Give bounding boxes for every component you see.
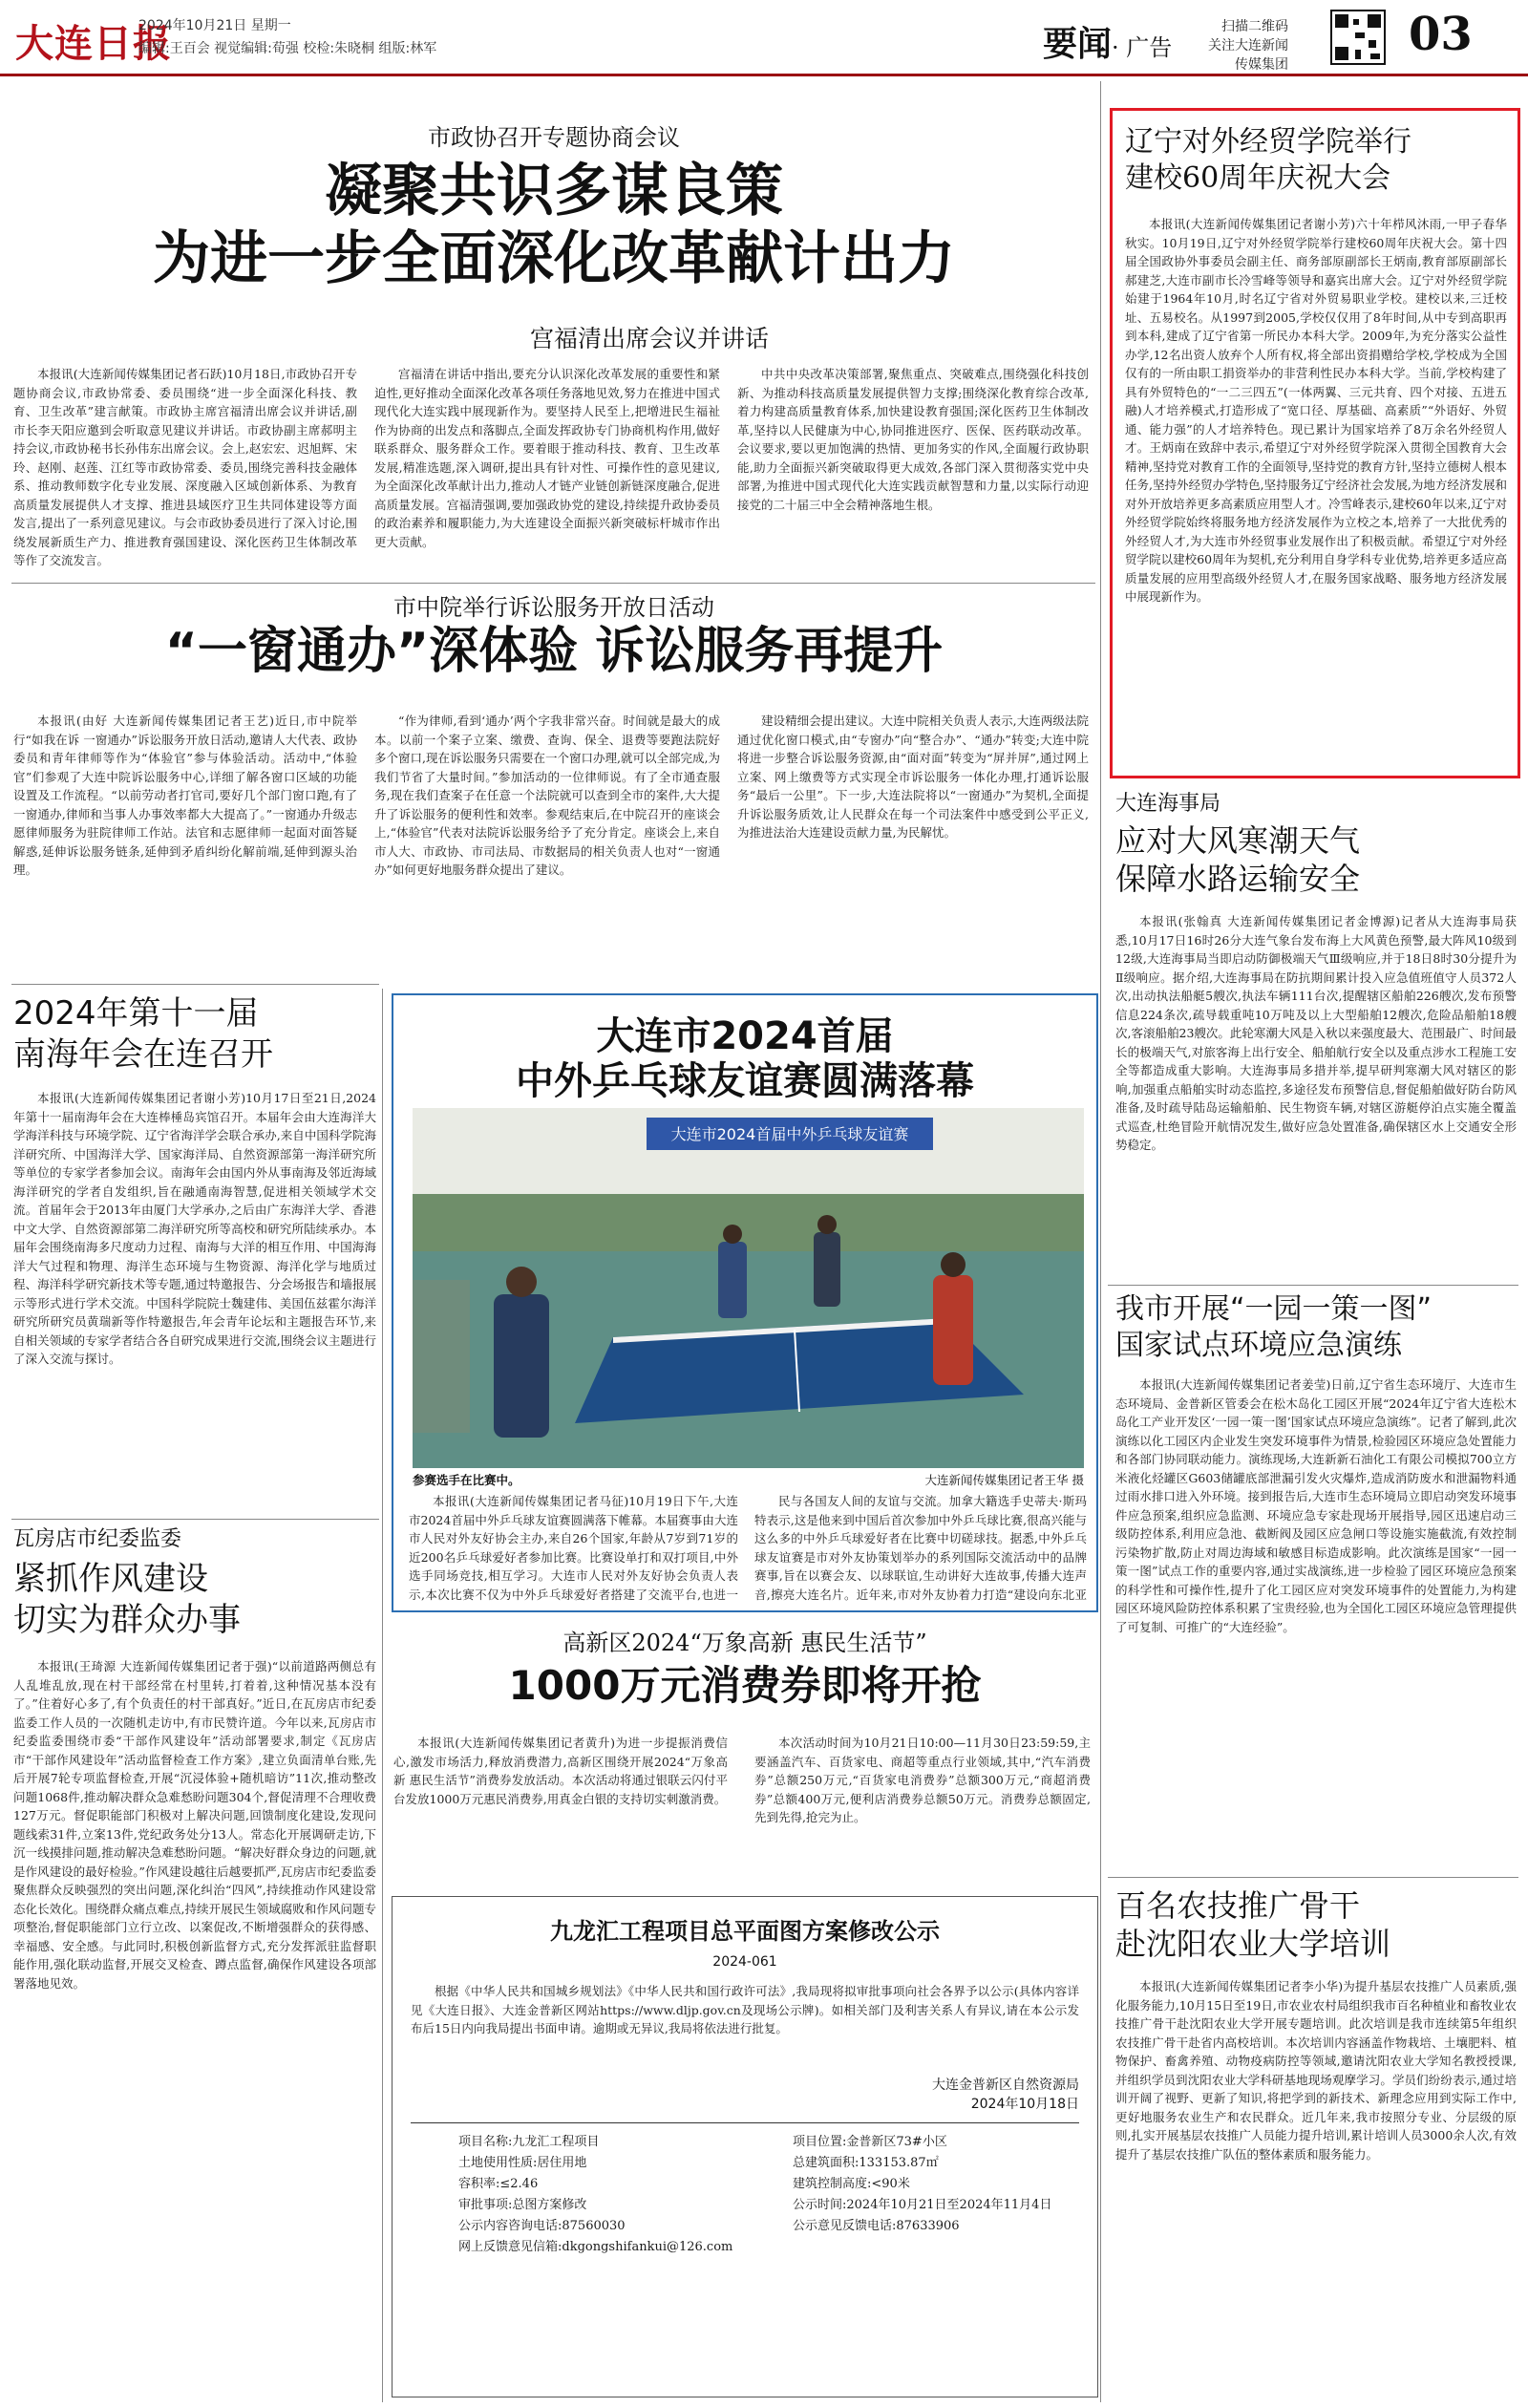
notice-row: [793, 2153, 1089, 2174]
notice-row: [458, 2132, 774, 2153]
pingpong-column-2: [754, 1492, 1087, 1605]
wafangdian-body: [13, 1657, 376, 2397]
xiaofei-column-1: [393, 1734, 728, 1886]
paragraph: 本报讯(大连新闻传媒集团记者石跃)10月18日,市政协召开专题协商会议,市政协常委、委员围绕“进一步全面深化科技、教育、卫生改革”建言献策。市政协主席宫福清出席会议并讲话,副市长李天阳应邀到会听取意见建议并讲话。市政协副主席郝明主持会议,市政协秘书长孙伟东出席会议。会上,赵宏宏、迟旭辉、宋玲、赵刚、赵莲、江红等市政协常委、委员,围绕完善科技金融体系、推动教师数字化专业发展、深度融入区域创新体系、为教育高质量发展提供人才支撑、推进县域医疗卫生共同体建设等方面发言,提出了一系列意见建议。与会市政协委员进行了深入讨论,围绕发展新质生产力、推进教育强国建设、深化医药卫生体制改革等作了交流发言。: [13, 367, 357, 567]
notice-value: <90米: [871, 2177, 910, 2191]
headline-line: 切实为群众办事: [13, 1600, 241, 1639]
headline-line: 2024年第十一届: [13, 994, 259, 1033]
section-ad: · 广告: [1112, 34, 1173, 61]
headline-line: 国家试点环境应急演练: [1115, 1328, 1402, 1362]
headline-line: 中外乒乓球友谊赛圆满落幕: [516, 1059, 974, 1104]
divider: [11, 984, 379, 985]
haishi-body: [1115, 912, 1517, 1280]
notice-table-left: [458, 2132, 774, 2258]
pingpong-photo: [413, 1108, 1084, 1468]
notice-key: 容积率:: [458, 2177, 500, 2191]
notice-row: [793, 2216, 1089, 2237]
xiaofei-column-2: [754, 1734, 1091, 1886]
notice-body: [411, 1982, 1079, 2058]
yuanyice-body: [1115, 1375, 1517, 1872]
court-column-3: [737, 712, 1089, 979]
notice-value: 居住用地: [537, 2156, 587, 2170]
paragraph: 根据《中华人民共和国城乡规划法》《中华人民共和国行政许可法》,我局现将拟审批事项向社会各界予以公示(具体内容详见《大连日报》、大连金普新区网站https://www.dljp.gov.cn及现场公示牌)。如相关部门及利害关系人有异议,请在本公示发布后15日内向我局提出书面申请。逾期或无异议,我局将依法进行批复。: [411, 1984, 1079, 2035]
section-title: [1043, 17, 1172, 66]
notice-row: [793, 2174, 1089, 2195]
university-headline: [1125, 124, 1507, 196]
photo-illustration: [413, 1108, 1084, 1468]
headline-line: 赴沈阳农业大学培训: [1115, 1926, 1391, 1962]
divider: [1108, 1285, 1518, 1286]
lead-column-2: [374, 365, 720, 570]
notice-key: 公示时间:: [793, 2198, 847, 2212]
editors-line: 编辑:王百会 视觉编辑:荀强 校检:朱晓桐 组版:林军: [138, 41, 437, 56]
lead-headline-line: 为进一步全面深化改革献计出力: [153, 224, 955, 292]
masthead: [0, 0, 1528, 76]
notice-value: 2024年10月21日至2024年11月4日: [846, 2198, 1052, 2212]
divider: [11, 1519, 379, 1520]
court-column-1: [13, 712, 357, 979]
masthead-info: [138, 14, 436, 60]
paragraph: 本报讯(大连新闻传媒集团记者马征)10月19日下午,大连市2024首届中外乒乓球友谊赛圆满落下帷幕。本届赛事由大连市人民对外友好协会主办,来自26个国家,年龄从7岁到71岁的近200名乒乓球爱好者参加比赛。比赛设单打和双打项目,中外选手同场竞技,相互学习。大连市人民对外友好协会负责人表示,本次比赛不仅为中外乒乓球爱好者搭建了交流平台,也进一: [409, 1494, 738, 1602]
headline-line: 百名农技推广骨干: [1115, 1887, 1361, 1924]
notice-issuer: 大连金普新区自然资源局: [932, 2078, 1079, 2093]
headline-line: 应对大风寒潮天气: [1115, 822, 1361, 859]
lead-column-3: [737, 365, 1089, 570]
notice-value: 133153.87㎡: [859, 2156, 939, 2170]
headline-line: 紧抓作风建设: [13, 1560, 208, 1598]
notice-row: [793, 2195, 1089, 2216]
wafangdian-headline: [13, 1559, 376, 1640]
notice-key: 建筑控制高度:: [793, 2177, 872, 2191]
lead-column-1: [13, 365, 357, 570]
divider: [11, 583, 1095, 584]
notice-key: 网上反馈意见信箱:: [458, 2240, 562, 2254]
qr-code-icon[interactable]: [1330, 10, 1386, 65]
notice-number: 2024-061: [712, 1954, 777, 1970]
photo-credit: 大连新闻传媒集团记者王华 摄: [924, 1473, 1084, 1487]
lead-headline: [19, 158, 1089, 293]
court-headline: “一窗通办”深体验 诉讼服务再提升: [164, 623, 944, 680]
paragraph: 本报讯(由好 大连新闻传媒集团记者王艺)近日,市中院举行“如我在诉 一窗通办”诉讼服务开放日活动,邀请人大代表、政协委员和青年律师等作为“体验官”参与体验活动。活动中,“体验官”们参观了大连中院诉讼服务中心,详细了解各窗口区域的功能设置及工作流程。“以前劳动者打官司,要好几个部门窗口跑,有了一窗通办,律师和当事人办事效率都大大提高了。”一窗通办升级志愿律师服务为驻院律师工作站。法官和志愿律师一起面对面答疑解惑,延伸诉讼服务链条,延伸到矛盾纠纷化解前端,延伸到源头治理。: [13, 714, 357, 877]
notice-row: [458, 2216, 774, 2237]
qr-caption-line: 关注大连新闻: [1208, 38, 1288, 53]
notice-key: 公示意见反馈电话:: [793, 2219, 897, 2233]
section-name: 要闻: [1043, 24, 1113, 64]
paragraph: 本报讯(大连新闻传媒集团记者李小华)为提升基层农技推广人员素质,强化服务能力,10月15日至19日,市农业农村局组织我市百名种植业和畜牧业农技推广骨干赴沈阳农业大学开展专题培训。此次培训是我市连续第5年组织农技推广骨干赴省内高校培训。本次培训内容涵盖作物栽培、土壤肥料、植物保护、畜禽养殖、动物疫病防控等领域,邀请沈阳农业大学知名教授授课,并组织学员到沈阳农业大学科研基地现场观摩学习。学员们纷纷表示,通过培训开阔了视野、更新了知识,将把学到的新技术、新理念应用到实际工作中,更好地服务农业生产和农民群众。近几年来,我市按照分专业、分层级的原则,扎实开展基层农技推广人员能力提升培训,累计培训人员3000余人次,有效提升了基层农技推广队伍的整体素质和服务能力。: [1115, 1979, 1517, 2162]
notice-key: 公示内容咨询电话:: [458, 2219, 562, 2233]
headline-line: 南海年会在连召开: [13, 1034, 273, 1074]
lead-headline-line: 凝聚共识多谋良策: [325, 158, 783, 224]
photo-caption: 参赛选手在比赛中。: [413, 1473, 520, 1487]
issue-date: 2024年10月21日 星期一: [138, 18, 291, 33]
paragraph: “作为律师,看到‘通办’两个字我非常兴奋。时间就是最大的成本。以前一个案子立案、缴费、查询、保全、退费等要跑法院好多个窗口,现在诉讼服务只需要在一个窗口办理,就可以全部完成,为我们节省了大量时间。”参加活动的一位律师说。有了全市通查服务,现在我们查案子在任意一个法院就可以查到全市的案件,大大提升了诉讼服务的便利性和效率。参观结束后,在中院召开的座谈会上,“体验官”代表对法院诉讼服务给予了充分肯定。座谈会上,来自市人大、市政协、市司法局、市数据局的相关负责人也对“一窗通办”如何更好地服务群众提出了建议。: [374, 714, 720, 877]
notice-row: [458, 2237, 774, 2258]
headline-line: 辽宁对外经贸学院举行: [1125, 125, 1411, 159]
headline-line: 保障水路运输安全: [1115, 861, 1361, 897]
notice-key: 项目位置:: [793, 2135, 847, 2149]
court-kicker: 市中院举行诉讼服务开放日活动: [393, 594, 714, 621]
photo-banner-text: 大连市2024首届中外乒乓球友谊赛: [670, 1125, 909, 1143]
headline-line: 大连市2024首届: [596, 1014, 894, 1058]
notice-key: 项目名称:: [458, 2135, 513, 2149]
column-divider: [1100, 81, 1101, 2402]
page-number: 03: [1409, 8, 1473, 61]
notice-date: 2024年10月18日: [970, 2097, 1079, 2112]
notice-value: 金普新区73#小区: [846, 2135, 947, 2149]
notice-value: 87560030: [562, 2219, 626, 2233]
newspaper-logo: 大连日报: [15, 21, 172, 66]
notice-row: [793, 2132, 1089, 2153]
divider: [1108, 1877, 1518, 1878]
paragraph: 民与各国友人间的友谊与交流。加拿大籍选手史蒂夫·斯玛特表示,这是他来到中国后首次参加中外乒乓球比赛,很高兴能与这么多的中外乒乓球爱好者在比赛中切磋球技。据悉,中外乒乓球友谊赛是市对外友协策划举办的系列国际交流活动中的品牌赛事,旨在以赛会友、以球联谊,生动讲好大连故事,传播大连声音,擦亮大连名片。近年来,市对外友协着力打造“建设向东北亚: [754, 1494, 1087, 1602]
pingpong-column-1: [409, 1492, 738, 1605]
notice-title: 九龙汇工程项目总平面图方案修改公示: [550, 1918, 940, 1945]
notice-key: 总建筑面积:: [793, 2156, 860, 2170]
notice-email-link[interactable]: dkgongshifankui@126.com: [562, 2240, 733, 2254]
haishi-headline: [1115, 821, 1517, 898]
notice-table-right: [793, 2132, 1089, 2237]
paragraph: 建设精细会提出建议。大连中院相关负责人表示,大连两级法院通过优化窗口模式,由“专窗办”向“整合办”、“通办”转变;大连中院将进一步整合诉讼服务资源,由“面对面”转变为“屏并屏”,通过网上立案、网上缴费等方式实现全市诉讼服务一体化办理,打通诉讼服务“最后一公里”。下一步,大连法院将以“一窗通办”为契机,全面提升诉讼服务质效,让人民群众在每一个司法案件中感受到公平正义,为推进法治大连建设贡献力量,为民解忧。: [737, 714, 1089, 840]
haiyang-headline: [13, 993, 376, 1075]
qr-caption-line: 扫描二维码: [1221, 19, 1288, 34]
lead-kicker: 市政协召开专题协商会议: [428, 124, 680, 151]
nongji-body: [1115, 1977, 1517, 2397]
headline-line: 建校60周年庆祝大会: [1125, 160, 1391, 195]
headline-line: 我市开展“一园一策一图”: [1115, 1292, 1432, 1326]
notice-value: 总图方案修改: [512, 2198, 587, 2212]
xiaofei-headline: 1000万元消费券即将开抢: [508, 1662, 982, 1709]
notice-row: [458, 2174, 774, 2195]
notice-divider: [411, 2122, 1079, 2123]
notice-value: 九龙汇工程项目: [512, 2135, 600, 2149]
notice-key: 土地使用性质:: [458, 2156, 538, 2170]
notice-row: [458, 2195, 774, 2216]
qr-caption: [1208, 17, 1288, 75]
paragraph: 本报讯(大连新闻传媒集团记者黄升)为进一步提振消费信心,激发市场活力,释放消费潜力,高新区围绕开展2024“万象高新 惠民生活节”消费券发放活动。本次活动将通过银联云闪付平台发放1000万元惠民消费券,用真金白银的支持切实刺激消费。: [393, 1736, 728, 1806]
paragraph: 本报讯(大连新闻传媒集团记者姜莹)日前,辽宁省生态环境厅、大连市生态环境局、金普新区管委会在松木岛化工园区开展“2024年辽宁省大连松木岛化工产业开发区‘一园一策一图’国家试点环境应急演练”。记者了解到,此次演练以化工园区内企业发生突发环境事件为情景,检验园区环境应急处置能力和各部门协同联动能力。演练现场,大连新新石油化工有限公司模拟700立方米液化烃罐区G603储罐底部泄漏引发火灾爆炸,造成消防废水和泄漏物料通过雨水排口进入外环境。接到报告后,大连市生态环境局立即启动突发环境事件应急预案,组织应急监测、环境应急专家赴现场开展指导,园区迅速启动三级防控体系,利用应急池、截断阀及园区应急闸口等设施实施截流,有效控制污染物扩散,防止对周边海域和敏感目标造成影响。此次演练是国家“一园一策一图”试点工作的重要内容,通过实战演练,进一步检验了园区环境应急预案的科学性和可操作性,提升了化工园区应对突发环境事件的处置能力,为构建园区环境风险防控体系积累了宝贵经验,也为全国化工园区环境应急管理提供了可复制、可推广的“大连经验”。: [1115, 1377, 1517, 1634]
qr-caption-line: 传媒集团: [1235, 57, 1288, 73]
column-divider: [382, 989, 383, 2402]
court-column-2: [374, 712, 720, 979]
notice-row: [458, 2153, 774, 2174]
paragraph: 中共中央改革决策部署,聚焦重点、突破难点,围绕强化科技创新、为推动科技高质量发展提供智力支撑;围绕深化教育综合改革,着力构建高质量教育体系,加快建设教育强国;深化医药卫生体制改革,坚持以人民健康为中心,协同推进医疗、医保、医药联动改革。会议要求,要以更加饱满的热情、更加务实的作风,全面履行政协职能,助力全面振兴新突破取得更大成效,各部门深入贯彻落实党中央部署,为推进中国式现代化大连实践贡献智慧和力量,以实际行动迎接党的二十届三中全会精神落地生根。: [737, 367, 1089, 512]
paragraph: 本报讯(王琦源 大连新闻传媒集团记者于强)“以前道路两侧总有人乱堆乱放,现在村干部经常在村里转,打着着,这种情况基本没有了。”住着好心多了,有个负责任的村干部真好。”近日,在瓦房店市纪委监委工作人员的一次随机走访中,有市民赞许道。今年以来,瓦房店市纪委监委围绕市委“干部作风建设年”活动部署要求,制定《瓦房店市“干部作风建设年”活动监督检查工作方案》,建立负面清单台账,先后开展7轮专项监督检查,开展“沉浸体验+随机暗访”11次,推动整改问题1068件,推动解决群众急难愁盼问题304个,督促清理不合理收费127万元。督促职能部门积极对上解决问题,回馈制度化建设,发现问题线索31件,立案13件,党纪政务处分13人。常态化开展调研走访,下沉一线摸排问题,推动解决急难愁盼问题。“解决好群众身边的问题,就是作风建设的最好检验。”作风建设越往后越要抓严,瓦房店市纪委监委聚焦群众反映强烈的突出问题,深化纠治“四风”,持续推动作风建设常态化长效化。围绕群众痛点难点,持续开展民生领域腐败和作风问题专项整治,督促职能部门立行立改、以案促改,不断增强群众的获得感、幸福感、安全感。与此同时,积极创新监督方式,充分发挥派驻监督职能作用,强化联动监督,开展交叉检查、蹲点监督,确保作风建设各项部署落地见效。: [13, 1659, 376, 1991]
pingpong-headline: [401, 1014, 1089, 1104]
notice-value: ≤2.46: [499, 2177, 539, 2191]
university-body: [1125, 215, 1507, 769]
lead-subtitle: 宫福清出席会议并讲话: [529, 325, 769, 352]
notice-value: 87633906: [896, 2219, 960, 2233]
yuanyice-headline: [1115, 1291, 1517, 1363]
wafangdian-kicker: 瓦房店市纪委监委: [13, 1527, 182, 1551]
paragraph: 本报讯(张翰真 大连新闻传媒集团记者金博源)记者从大连海事局获悉,10月17日16时26分大连气象台发布海上大风黄色预警,最大阵风10级到12级,大连海事局当即启动防御极端天气Ⅲ级响应,并于18日8时30分提升为Ⅱ级响应。据介绍,大连海事局在防抗期间累计投入应急值班值守人员372人次,出动执法船艇5艘次,执法车辆111台次,提醒辖区船舶226艘次,发布预警信息224条次,疏导载重吨10万吨及以上大型船舶12艘次,危险品船舶18艘次,客滚船舶23艘次。此轮寒潮大风是入秋以来强度最大、范围最广、时间最长的极端天气,对旅客海上出行安全、船舶航行安全以及重点涉水工程施工安全等都造成重大影响。大连海事局多措并举,提早研判寒潮大风对辖区的影响,加强重点船舶实时动态监控,多途径发布预警信息,督促船舶做好防台防风准备,及时疏导陆岛运输船舶、民生物资车辆,对辖区游艇停泊点实施全覆盖式巡查,杜绝冒险开航情况发生,做好应急处置准备,确保辖区水上交通安全形势稳定。: [1115, 914, 1517, 1152]
paragraph: 本次活动时间为10月21日10:00—11月30日23:59:59,主要涵盖汽车、百货家电、商超等重点行业领域,其中,“汽车消费券”总额250万元,“百货家电消费券”总额300万元,“商超消费券”总额400万元,便利店消费券总额50万元。消费券总额固定,先到先得,抢完为止。: [754, 1736, 1091, 1824]
paragraph: 本报讯(大连新闻传媒集团记者谢小芳)10月17日至21日,2024年第十一届南海年会在大连棒棰岛宾馆召开。本届年会由大连海洋大学海洋科技与环境学院、辽宁省海洋学会联合承办,来自中国科学院海洋研究所、中国海洋大学、国家海洋局、自然资源部第一海洋研究所等单位的专家学者参加会议。南海年会由国内外从事南海及邻近海域海洋研究的学者自发组织,旨在融通南海智慧,促进相关领域学术交流。首届年会于2013年由厦门大学承办,之后由广东海洋大学、香港中文大学、自然资源部第二海洋研究所等高校和研究所陆续承办。本届年会围绕南海多尺度动力过程、南海与大洋的相互作用、中国海海洋大气过程和物理、海洋生态环境与生物资源、海洋化学与地质过程、海洋科学研究新技术等专题,通过特邀报告、分会场报告和墙报展示等形式进行学术交流。中国科学院院士魏建伟、美国伍兹霍尔海洋研究所研究员黄瑞新等作特邀报告,年会青年论坛和主题报告环节,来自相关领域的专家学者结合各自研究成果进行交流,围绕会议主题进行了深入交流与探讨。: [13, 1091, 376, 1366]
paragraph: 宫福清在讲话中指出,要充分认识深化改革发展的重要性和紧迫性,更好推动全面深化改革各项任务落地见效,努力在推进中国式现代化大连实践中展现新作为。要坚持人民至上,把增进民生福祉作为协商的出发点和落脚点,全面发挥政协专门协商机构作用,做好联系群众、服务群众工作。要着眼于推动科技、教育、卫生改革发展,精准选题,深入调研,提出具有针对性、可操作性的意见建议,为全面深化改革献计出力,推动人才链产业链创新链深度融合,促进高质量发展。宫福清强调,要加强政协党的建设,持续提升政协委员的政治素养和履职能力,为大连建设全面振兴新突破标杆城市作出更大贡献。: [374, 367, 720, 549]
haishi-kicker: 大连海事局: [1115, 792, 1221, 816]
notice-key: 审批事项:: [458, 2198, 513, 2212]
haiyang-body: [13, 1089, 376, 1509]
nongji-headline: [1115, 1886, 1517, 1963]
paragraph: 本报讯(大连新闻传媒集团记者谢小芳)六十年栉风沐雨,一甲子春华秋实。10月19日,辽宁对外经贸学院举行建校60周年庆祝大会。第十四届全国政协外事委员会副主任、商务部原副部长王炳南,教育部原副部长郝建芝,大连市副市长冷雪峰等领导和嘉宾出席大会。辽宁对外经贸学院始建于1964年10月,时名辽宁省对外贸易职业学校。建校以来,三迁校址、五易校名。从1997到2005,学校仅仅用了8年时间,从中专到高职再到本科,建成了辽宁省第一所民办本科大学。2009年,为充分落实公益性办学,12名出资人放弃个人所有权,将全部出资捐赠给学校,学校成为全国仅有的一所由职工捐资举办的非营利性民办本科大学。当前,学校构建了具有外贸特色的“一二三四五”(一体两翼、三元共育、四个对接、五进五融)人才培养模式,打造形成了“宽口径、厚基础、高素质”“外语好、外贸通、能力强”的人才培养特色。现已累计为国家培养了8万余名外经贸人才。王炳南在致辞中表示,希望辽宁对外经贸学院深入贯彻全国教育大会精神,坚持党对教育工作的全面领导,坚持党的教育方针,坚持立德树人根本任务,坚持外经贸办学特色,坚持服务辽宁经济社会发展,为地方经济发展和对外开放培养更多高素质应用型人才。冷雪峰表示,建校60年以来,辽宁对外经贸学院始终将服务地方经济发展作为立校之本,培养了一大批优秀的外经贸人才,为大连市外经贸事业发展作出了积极贡献。希望辽宁对外经贸学院以建校60周年为契机,充分利用自身学科专业优势,培养更多适应高质量发展的应用型高级外经贸人才,在服务国家战略、服务地方经济发展中展现新作为。: [1125, 217, 1507, 604]
xiaofei-kicker: 高新区2024“万象高新 惠民生活节”: [562, 1630, 927, 1656]
